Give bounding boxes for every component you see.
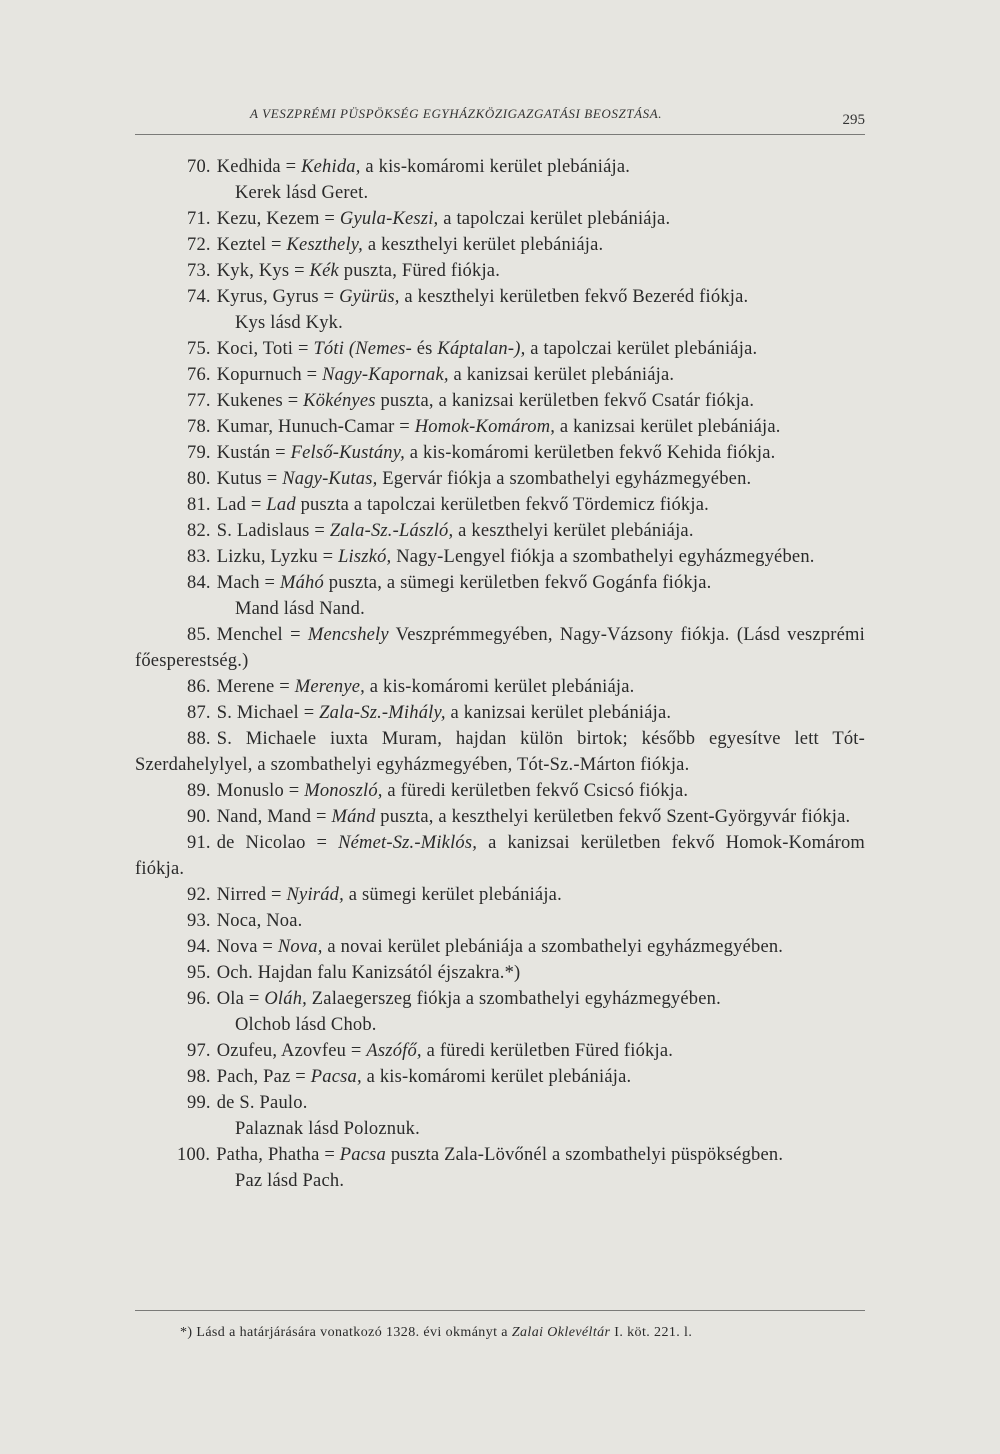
text-run: a kanizsai kerület plebániája. xyxy=(448,365,675,385)
text-run: a tapolczai kerület plebániája. xyxy=(438,209,671,229)
list-item xyxy=(135,232,865,258)
text-run: Olchob lásd Chob. xyxy=(235,1015,377,1035)
italic-place-name: Máhó xyxy=(279,573,324,593)
text-run: puszta, Füred fiókja. xyxy=(338,261,501,281)
text-run: Nand, Mand = xyxy=(216,807,332,827)
cross-reference-line xyxy=(135,310,865,336)
list-item xyxy=(135,986,865,1012)
text-run: a kis-komáromi kerület plebániája. xyxy=(360,157,631,177)
text-run: Monuslo = xyxy=(216,781,305,801)
text-run: S. Michael = xyxy=(216,703,320,723)
list-item xyxy=(135,570,865,596)
entry-number: 99. xyxy=(187,1093,211,1113)
text-run: Paz lásd Pach. xyxy=(235,1171,345,1191)
entry-number: 71. xyxy=(187,209,211,229)
entry-list xyxy=(135,154,865,1194)
list-item xyxy=(135,934,865,960)
list-item xyxy=(135,804,865,830)
text-run: Zalaegerszeg fiókja a szombathelyi egyházmegyében. xyxy=(306,989,721,1009)
text-run: a kis-komáromi kerület plebániája. xyxy=(364,677,635,697)
list-item xyxy=(135,440,865,466)
cross-reference-line xyxy=(135,1116,865,1142)
text-run: Nagy-Lengyel fiókja a szombathelyi egyházmegyében. xyxy=(391,547,815,567)
cross-reference-line xyxy=(135,1168,865,1194)
list-item xyxy=(135,206,865,232)
italic-place-name: Liszkó, xyxy=(338,547,392,567)
entry-number: 77. xyxy=(187,391,211,411)
text-run: Mach = xyxy=(216,573,280,593)
text-run: Och. Hajdan falu Kanizsától éjszakra.*) xyxy=(216,963,521,983)
italic-place-name: Gyürüs, xyxy=(339,287,400,307)
text-run: Kopurnuch = xyxy=(216,365,323,385)
italic-place-name: Nova, xyxy=(277,937,323,957)
text-run: Kys lásd Kyk. xyxy=(235,313,343,333)
text-run: Pach, Paz = xyxy=(216,1067,311,1087)
footnote xyxy=(180,1325,692,1341)
text-run: a füredi kerületben fekvő Csicsó fiókja. xyxy=(382,781,689,801)
entry-number: 73. xyxy=(187,261,211,281)
entry-number: 78. xyxy=(187,417,211,437)
entry-number: 72. xyxy=(187,235,211,255)
entry-number: 87. xyxy=(187,703,211,723)
entry-number: 89. xyxy=(187,781,211,801)
entry-number: 90. xyxy=(187,807,211,827)
text-run: S. Michaele iuxta Muram, hajdan külön birtok; később egyesítve lett Tót-Szerdahelylyel, a szombathelyi egyházmegyében, Tót-Sz.-Márton fiókja. xyxy=(135,729,865,775)
text-run: Lad = xyxy=(216,495,267,515)
italic-place-name: Pacsa xyxy=(339,1145,386,1165)
text-run: puszta, a kanizsai kerületben fekvő Csatár fiókja. xyxy=(375,391,755,411)
text-run: Kustán = xyxy=(216,443,291,463)
entry-number: 91. xyxy=(187,833,211,853)
text-run: I. köt. 221. l. xyxy=(610,1325,693,1340)
entry-number: 75. xyxy=(187,339,211,359)
list-item xyxy=(135,362,865,388)
list-item xyxy=(135,1038,865,1064)
text-run: puszta, a keszthelyi kerületben fekvő Szent-Györgyvár fiókja. xyxy=(375,807,851,827)
list-item xyxy=(135,518,865,544)
text-run: Patha, Phatha = xyxy=(216,1145,340,1165)
italic-place-name: Mencshely xyxy=(307,625,389,645)
entry-number: 95. xyxy=(187,963,211,983)
text-run: puszta a tapolczai kerületben fekvő Tördemicz fiókja. xyxy=(295,495,709,515)
text-run: Palaznak lásd Poloznuk. xyxy=(235,1119,420,1139)
text-run: S. Ladislaus = xyxy=(216,521,330,541)
list-item xyxy=(135,466,865,492)
text-run: Kutus = xyxy=(216,469,283,489)
text-run: a novai kerület plebániája a szombathelyi egyházmegyében. xyxy=(322,937,784,957)
list-item xyxy=(135,258,865,284)
text-run: puszta Zala-Lövőnél a szombathelyi püspökségben. xyxy=(386,1145,784,1165)
text-run: Kyrus, Gyrus = xyxy=(216,287,340,307)
footnote-rule xyxy=(135,1310,865,1311)
list-item xyxy=(135,960,865,986)
text-run: a keszthelyi kerületben fekvő Bezeréd fiókja. xyxy=(399,287,749,307)
list-item xyxy=(135,778,865,804)
text-run: a kanizsai kerületben fekvő Homok-Komárom fiókja. xyxy=(135,833,866,879)
text-run: a sümegi kerület plebániája. xyxy=(343,885,562,905)
text-run: a füredi kerületben Füred fiókja. xyxy=(421,1041,674,1061)
text-run: Menchel = xyxy=(216,625,308,645)
entry-number: 86. xyxy=(187,677,211,697)
text-run: *) Lásd a határjárására vonatkozó 1328. évi okmányt a xyxy=(180,1325,512,1340)
italic-place-name: Gyula-Keszi, xyxy=(339,209,439,229)
italic-place-name: Kehida, xyxy=(301,157,361,177)
list-item xyxy=(135,882,865,908)
italic-place-name: Homok-Komárom, xyxy=(414,417,556,437)
list-item xyxy=(135,1064,865,1090)
list-item xyxy=(135,544,865,570)
italic-place-name: Zalai Oklevéltár xyxy=(511,1325,611,1340)
list-item xyxy=(135,284,865,310)
italic-place-name: Káptalan-), xyxy=(437,339,526,359)
entry-number: 79. xyxy=(187,443,211,463)
entry-number: 96. xyxy=(187,989,211,1009)
page-number: 295 xyxy=(842,112,865,128)
text-run: Kyk, Kys = xyxy=(216,261,310,281)
text-run: Kezu, Kezem = xyxy=(216,209,340,229)
text-run: Keztel = xyxy=(216,235,287,255)
list-item xyxy=(135,908,865,934)
text-run: a kis-komáromi kerület plebániája. xyxy=(361,1067,632,1087)
text-run: a keszthelyi kerület plebániája. xyxy=(453,521,694,541)
italic-place-name: Monoszló, xyxy=(304,781,383,801)
italic-place-name: Merenye, xyxy=(294,677,365,697)
header-rule xyxy=(135,134,865,135)
text-run: Ozufeu, Azovfeu = xyxy=(216,1041,367,1061)
entry-number: 84. xyxy=(187,573,211,593)
entry-number: 97. xyxy=(187,1041,211,1061)
list-item xyxy=(135,388,865,414)
italic-place-name: Mánd xyxy=(331,807,376,827)
italic-place-name: Lad xyxy=(266,495,296,515)
text-run: Kerek lásd Geret. xyxy=(235,183,369,203)
text-run: a kis-komáromi kerületben fekvő Kehida fiókja. xyxy=(404,443,776,463)
italic-place-name: Német-Sz.-Miklós, xyxy=(338,833,478,853)
text-run: és xyxy=(411,339,438,359)
italic-place-name: Kék xyxy=(309,261,339,281)
italic-place-name: Kökényes xyxy=(303,391,376,411)
italic-place-name: Tóti (Nemes- xyxy=(313,339,412,359)
list-item xyxy=(135,700,865,726)
text-run: Koci, Toti = xyxy=(216,339,314,359)
text-run: Egervár fiókja a szombathelyi egyházmegyében. xyxy=(377,469,752,489)
cross-reference-line xyxy=(135,596,865,622)
entry-number: 82. xyxy=(187,521,211,541)
text-run: Nirred = xyxy=(216,885,287,905)
entry-number: 80. xyxy=(187,469,211,489)
entry-number: 85. xyxy=(187,625,211,645)
entry-number: 92. xyxy=(187,885,211,905)
text-run: de Nicolao = xyxy=(216,833,339,853)
italic-place-name: Zala-Sz.-Mihály, xyxy=(319,703,446,723)
text-run: Kumar, Hunuch-Camar = xyxy=(216,417,415,437)
entry-number: 93. xyxy=(187,911,211,931)
cross-reference-line xyxy=(135,1012,865,1038)
entry-number: 88. xyxy=(187,729,211,749)
list-item xyxy=(135,492,865,518)
text-run: a tapolczai kerület plebániája. xyxy=(525,339,758,359)
italic-place-name: Keszthely, xyxy=(286,235,364,255)
italic-place-name: Zala-Sz.-László, xyxy=(329,521,454,541)
text-run: Kukenes = xyxy=(216,391,304,411)
text-run: a kanizsai kerület plebániája. xyxy=(445,703,672,723)
text-run: Veszprémmegyében, Nagy-Vázsony fiókja. (Lásd veszprémi főesperestség.) xyxy=(135,625,865,671)
running-header xyxy=(135,100,865,130)
text-run: Noca, Noa. xyxy=(216,911,303,931)
italic-place-name: Aszófő, xyxy=(366,1041,422,1061)
italic-place-name: Nagy-Kapornak, xyxy=(322,365,449,385)
entry-number: 100. xyxy=(177,1145,211,1165)
entry-number: 81. xyxy=(187,495,211,515)
italic-place-name: Nyirád, xyxy=(286,885,344,905)
list-item xyxy=(135,1090,865,1116)
cross-reference-line xyxy=(135,180,865,206)
text-run: de S. Paulo. xyxy=(216,1093,308,1113)
list-item xyxy=(135,622,865,674)
text-run: a kanizsai kerület plebániája. xyxy=(555,417,781,437)
running-title: A VESZPRÉMI PÜSPÖKSÉG EGYHÁZKÖZIGAZGATÁSI BEOSZTÁSA. xyxy=(250,106,663,121)
entry-number: 70. xyxy=(187,157,211,177)
text-run: Kedhida = xyxy=(216,157,302,177)
list-item xyxy=(135,336,865,362)
text-run: Mand lásd Nand. xyxy=(235,599,365,619)
italic-place-name: Pacsa, xyxy=(310,1067,362,1087)
entry-number: 76. xyxy=(187,365,211,385)
entry-number: 94. xyxy=(187,937,211,957)
text-run: puszta, a sümegi kerületben fekvő Gogánfa fiókja. xyxy=(323,573,712,593)
list-item xyxy=(135,1142,865,1168)
text-run: a keszthelyi kerület plebániája. xyxy=(363,235,604,255)
list-item xyxy=(135,154,865,180)
text-run: Nova = xyxy=(216,937,278,957)
italic-place-name: Felső-Kustány, xyxy=(290,443,405,463)
italic-place-name: Oláh, xyxy=(264,989,307,1009)
list-item xyxy=(135,726,865,778)
text-run: Ola = xyxy=(216,989,265,1009)
text-run: Lizku, Lyzku = xyxy=(216,547,339,567)
list-item xyxy=(135,674,865,700)
entry-number: 98. xyxy=(187,1067,211,1087)
text-run: Merene = xyxy=(216,677,295,697)
list-item xyxy=(135,830,865,882)
list-item xyxy=(135,414,865,440)
italic-place-name: Nagy-Kutas, xyxy=(282,469,378,489)
entry-number: 74. xyxy=(187,287,211,307)
entry-number: 83. xyxy=(187,547,211,567)
